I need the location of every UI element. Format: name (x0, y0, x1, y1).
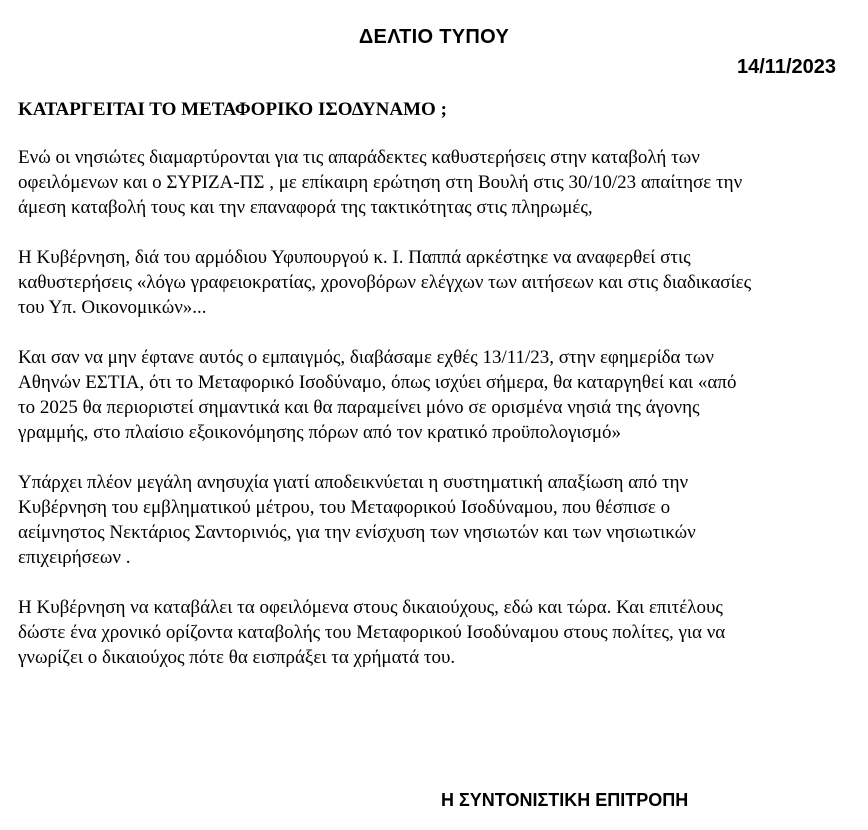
paragraph-line: δώστε ένα χρονικό ορίζοντα καταβολής του Μεταφορικού Ισοδύναμου στους πολίτες, για να (18, 622, 726, 643)
signature: Η ΣΥΝΤΟΝΙΣΤΙΚΗ ΕΠΙΤΡΟΠΗ (441, 790, 689, 810)
document-heading: ΔΕΛΤΙΟ ΤΥΠΟΥ (358, 26, 510, 48)
paragraph-1 (18, 145, 868, 220)
paragraph-line: καθυστερήσεις «λόγω γραφειοκρατίας, χρονοβόρων ελέγχων των αιτήσεων και στις διαδικασίες (18, 272, 752, 293)
paragraph-line: γνωρίζει ο δικαιούχος πότε θα εισπράξει τα χρήματά του. (18, 647, 456, 668)
paragraph-line: Ενώ οι νησιώτες διαμαρτύρονται για τις απαράδεκτες καθυστερήσεις στην καταβολή των (18, 147, 700, 168)
document-title: ΚΑΤΑΡΓΕΙΤΑΙ ΤΟ ΜΕΤΑΦΟΡΙΚΟ ΙΣΟΔΥΝΑΜΟ ; (18, 99, 447, 120)
paragraph-line: οφειλόμενων και ο ΣΥΡΙΖΑ-ΠΣ , με επίκαιρη ερώτηση στη Βουλή στις 30/10/23 απαίτησε την (18, 172, 743, 193)
paragraph-line: γραμμής, στο πλαίσιο εξοικονόμησης πόρων από τον κρατικό προϋπολογισμό» (18, 422, 622, 443)
paragraph-line: Η Κυβέρνηση να καταβάλει τα οφειλόμενα στους δικαιούχους, εδώ και τώρα. Και επιτέλους (18, 597, 723, 618)
document-date: 14/11/2023 (737, 56, 836, 78)
paragraph-line: Κυβέρνηση του εμβληματικού μέτρου, του Μεταφορικού Ισοδύναμου, που θέσπισε ο (18, 497, 671, 518)
paragraph-line: το 2025 θα περιοριστεί σημαντικά και θα παραμείνει μόνο σε ορισμένα νησιά της άγονης (18, 397, 700, 418)
paragraph-5 (18, 595, 868, 670)
paragraph-line: επιχειρήσεων . (18, 547, 131, 568)
paragraph-line: Η Κυβέρνηση, διά του αρμόδιου Υφυπουργού κ. Ι. Παππά αρκέστηκε να αναφερθεί στις (18, 247, 691, 268)
document-body (18, 145, 868, 695)
paragraph-line: Υπάρχει πλέον μεγάλη ανησυχία γιατί αποδεικνύεται η συστηματική απαξίωση από την (18, 472, 689, 493)
paragraph-3 (18, 345, 868, 445)
paragraph-line: αείμνηστος Νεκτάριος Σαντορινιός, για την ενίσχυση των νησιωτών και των νησιωτικών (18, 522, 696, 543)
paragraph-line: άμεση καταβολή τους και την επαναφορά της τακτικότητας στις πληρωμές, (18, 197, 593, 218)
paragraph-2 (18, 245, 868, 320)
paragraph-line: Αθηνών ΕΣΤΙΑ, ότι το Μεταφορικό Ισοδύναμο, όπως ισχύει σήμερα, θα καταργηθεί και «από (18, 372, 737, 393)
paragraph-line: του Υπ. Οικονομικών»... (18, 297, 207, 318)
paragraph-line: Και σαν να μην έφτανε αυτός ο εμπαιγμός, διαβάσαμε εχθές 13/11/23, στην εφημερίδα των (18, 347, 714, 368)
paragraph-4 (18, 470, 868, 570)
